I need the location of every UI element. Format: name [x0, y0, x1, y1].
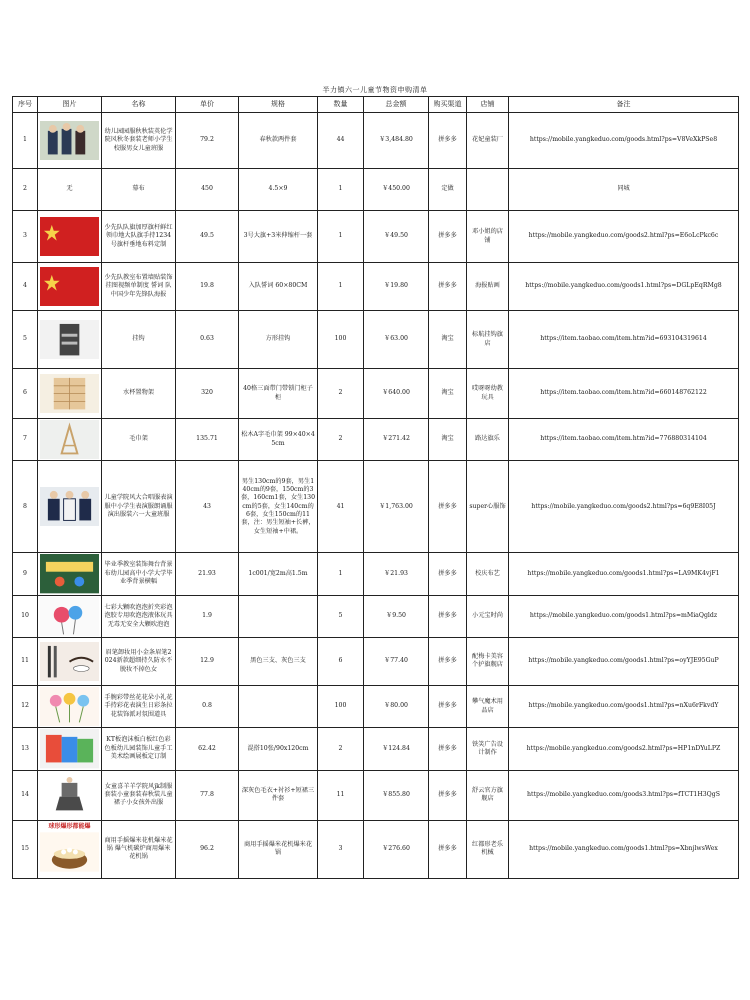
unit-price: 62.42: [176, 728, 239, 770]
product-image: [38, 770, 102, 820]
shop-name: 舒云官方旗舰店: [467, 770, 509, 820]
quantity: 2: [318, 728, 364, 770]
spec: 春秋款两件套: [239, 113, 318, 169]
unit-price: 79.2: [176, 113, 239, 169]
unit-price: 43: [176, 461, 239, 553]
product-thumbnail: [40, 374, 99, 413]
product-name: 挂钩: [102, 311, 176, 369]
row-number: 7: [13, 419, 38, 461]
row-number: 1: [13, 113, 38, 169]
product-thumbnail: [40, 597, 99, 636]
purchase-channel: 淘宝: [429, 419, 467, 461]
row-number: 15: [13, 820, 38, 878]
shop-name: 铁笑广告设计制作: [467, 728, 509, 770]
table-row: [13, 461, 739, 553]
product-thumbnail: [40, 642, 99, 681]
product-image: [38, 263, 102, 311]
shop-name: 花妃童装厂: [467, 113, 509, 169]
unit-price: 450: [176, 169, 239, 211]
purchase-channel: 拼多多: [429, 263, 467, 311]
quantity: 44: [318, 113, 364, 169]
quantity: 1: [318, 263, 364, 311]
product-image: [38, 637, 102, 685]
product-name: KT板泡沫板白板红色彩色板幼儿园装饰儿童手工美术绘画展板定订制: [102, 728, 176, 770]
purchase-channel: 淘宝: [429, 369, 467, 419]
table-row: [13, 369, 739, 419]
spec: [239, 685, 318, 727]
shop-name: 邓小姐的店铺: [467, 211, 509, 263]
product-thumbnail: [40, 267, 99, 306]
table-row: [13, 637, 739, 685]
product-name: 幼儿园园服秋秋装英伦学院风秋冬套装老师小学生校服男女儿童班服: [102, 113, 176, 169]
product-name: 水杯置物架: [102, 369, 176, 419]
note-cell[interactable]: https://item.taobao.com/item.htm?id=693104319614: [509, 311, 739, 369]
purchase-channel: 拼多多: [429, 637, 467, 685]
note-cell[interactable]: https://mobile.yangkeduo.com/goods1.html?ps=XbnjlwsWex: [509, 820, 739, 878]
quantity: 2: [318, 369, 364, 419]
product-image: [38, 685, 102, 727]
shop-name: super心服饰: [467, 461, 509, 553]
product-name: 女童喜羊羊学院风jk制服套装小童套装春秋装儿童裙子小女孩外出服: [102, 770, 176, 820]
row-number: 2: [13, 169, 38, 211]
total-amount: ￥21.93: [364, 553, 429, 595]
product-thumbnail: [40, 830, 99, 874]
table-row: [13, 211, 739, 263]
purchase-channel: 拼多多: [429, 113, 467, 169]
total-amount: ￥276.60: [364, 820, 429, 878]
spec: 3号大旗+3米伸缩杆一套: [239, 211, 318, 263]
spec: 男生130cm的9套，男生140cm的9套，150cm的3套，160cm1套，女生130cm的5套，女生140cm的6套，女生150cm的11套，注：男生短袖+长裤，女生短袖+中裙。: [239, 461, 318, 553]
purchase-channel: 拼多多: [429, 595, 467, 637]
row-number: 13: [13, 728, 38, 770]
product-image: [38, 461, 102, 553]
header-shop: 店铺: [467, 97, 509, 113]
shop-name: 红都形老乐机械: [467, 820, 509, 878]
note-cell[interactable]: https://item.taobao.com/item.htm?id=776880314104: [509, 419, 739, 461]
unit-price: 19.8: [176, 263, 239, 311]
note-cell[interactable]: https://mobile.yangkeduo.com/goods1.html?ps=oyYJE95GuP: [509, 637, 739, 685]
product-image: [38, 211, 102, 263]
note-cell[interactable]: https://mobile.yangkeduo.com/goods2.html?ps=6q9E8I05J: [509, 461, 739, 553]
note-cell[interactable]: https://mobile.yangkeduo.com/goods.html?ps=V8VeXkPSe8: [509, 113, 739, 169]
product-image: [38, 553, 102, 595]
product-image-caption: 球形爆形都能爆: [48, 822, 91, 830]
total-amount: ￥124.84: [364, 728, 429, 770]
spec: 1c001/宽2m高1.5m: [239, 553, 318, 595]
product-thumbnail: [40, 121, 99, 160]
note-cell[interactable]: https://item.taobao.com/item.htm?id=660148762122: [509, 369, 739, 419]
note-cell[interactable]: https://mobile.yangkeduo.com/goods3.html?ps=fTCT1H3QgS: [509, 770, 739, 820]
quantity: 5: [318, 595, 364, 637]
unit-price: 49.5: [176, 211, 239, 263]
purchase-channel: 拼多多: [429, 820, 467, 878]
product-name: 儿童学院风大合唱服表演服中小学生表演服朗诵服演出服装六一大童班服: [102, 461, 176, 553]
header-qty: 数量: [318, 97, 364, 113]
spec: 方形挂钩: [239, 311, 318, 369]
quantity: 100: [318, 685, 364, 727]
product-thumbnail: [40, 554, 99, 593]
unit-price: 0.8: [176, 685, 239, 727]
unit-price: 0.63: [176, 311, 239, 369]
table-row: [13, 419, 739, 461]
row-number: 9: [13, 553, 38, 595]
table-header-row: [13, 97, 739, 113]
quantity: 1: [318, 211, 364, 263]
row-number: 10: [13, 595, 38, 637]
table-row: [13, 113, 739, 169]
total-amount: ￥77.40: [364, 637, 429, 685]
spec: 商用手摇爆米花机爆米花锅: [239, 820, 318, 878]
table-row: [13, 553, 739, 595]
purchase-channel: 拼多多: [429, 770, 467, 820]
table-row: [13, 685, 739, 727]
spec: 4.5×9: [239, 169, 318, 211]
product-image: [38, 419, 102, 461]
row-number: 6: [13, 369, 38, 419]
unit-price: 135.71: [176, 419, 239, 461]
header-spec: 规格: [239, 97, 318, 113]
total-amount: ￥271.42: [364, 419, 429, 461]
unit-price: 1.9: [176, 595, 239, 637]
purchase-channel: 拼多多: [429, 728, 467, 770]
table-row: [13, 770, 739, 820]
shop-name: [467, 169, 509, 211]
note-cell[interactable]: https://mobile.yangkeduo.com/goods2.html?ps=E6oLcPkc6c: [509, 211, 739, 263]
total-amount: ￥1,763.00: [364, 461, 429, 553]
table-row: [13, 311, 739, 369]
unit-price: 320: [176, 369, 239, 419]
total-amount: ￥855.80: [364, 770, 429, 820]
header-total: 总金额: [364, 97, 429, 113]
product-name: 手腕彩带丝花花朵小礼花手持彩花表演生日彩条拉花装饰派对氛围道具: [102, 685, 176, 727]
product-name: 幕布: [102, 169, 176, 211]
product-image: [38, 113, 102, 169]
table-row: [13, 728, 739, 770]
total-amount: ￥640.00: [364, 369, 429, 419]
row-number: 12: [13, 685, 38, 727]
quantity: 1: [318, 169, 364, 211]
purchase-channel: 淘宝: [429, 311, 467, 369]
note-cell[interactable]: https://mobile.yangkeduo.com/goods2.html?ps=HP1nDYuLPZ: [509, 728, 739, 770]
purchase-channel: 拼多多: [429, 685, 467, 727]
product-thumbnail: [40, 729, 99, 768]
product-name: 商用手摇爆米花机爆米花锅 爆气机碳炉商用爆米花机锅: [102, 820, 176, 878]
quantity: 6: [318, 637, 364, 685]
shop-name: 哎呀呀幼教玩具: [467, 369, 509, 419]
header-note: 备注: [509, 97, 739, 113]
purchase-channel: 定做: [429, 169, 467, 211]
shop-name: 攀气魔术用品店: [467, 685, 509, 727]
row-number: 14: [13, 770, 38, 820]
purchase-channel: 拼多多: [429, 553, 467, 595]
product-image: [38, 369, 102, 419]
shop-name: 路达旗乐: [467, 419, 509, 461]
product-name: 毕业季教室装饰舞台背景布幼儿园高中小学大学毕业季背景横幅: [102, 553, 176, 595]
total-amount: ￥9.50: [364, 595, 429, 637]
row-number: 3: [13, 211, 38, 263]
total-amount: ￥80.00: [364, 685, 429, 727]
spec: 40格三面带门带锁门柜子柜: [239, 369, 318, 419]
total-amount: ￥63.00: [364, 311, 429, 369]
spec: 松木A字毛巾架 99×40×45cm: [239, 419, 318, 461]
document-title: 半力镇六一儿童节物资申购清单: [322, 86, 428, 94]
product-thumbnail: [40, 775, 99, 814]
quantity: 3: [318, 820, 364, 878]
product-name: 七彩大颗吹泡泡折夹彩泡泡胶专用吹泡泡液体玩具无毒无安全大颗吹泡泡: [102, 595, 176, 637]
spec: 深灰色毛衣+衬衫+短裙三件套: [239, 770, 318, 820]
product-image: [38, 311, 102, 369]
quantity: 1: [318, 553, 364, 595]
note-cell[interactable]: https://mobile.yangkeduo.com/goods1.html?ps=LA9MK4vjF1: [509, 553, 739, 595]
product-name: 少先队队旗加厚旗杆鲜红领巾地大队旗手持1234号旗杆垂地布料定制: [102, 211, 176, 263]
row-number: 8: [13, 461, 38, 553]
quantity: 100: [318, 311, 364, 369]
product-name: 少先队教室布置墙贴装饰挂图视频单制度 誓词 队中国少年先锋队海报: [102, 263, 176, 311]
total-amount: ￥450.00: [364, 169, 429, 211]
header-name: 名称: [102, 97, 176, 113]
shop-name: 校庆布艺: [467, 553, 509, 595]
quantity: 41: [318, 461, 364, 553]
spec: 黑色三支、灰色三支: [239, 637, 318, 685]
product-image: [38, 728, 102, 770]
row-number: 4: [13, 263, 38, 311]
spec: [239, 595, 318, 637]
total-amount: ￥3,484.80: [364, 113, 429, 169]
shop-name: 海报贴画: [467, 263, 509, 311]
note-cell[interactable]: https://mobile.yangkeduo.com/goods1.html?ps=DGLpEqRMg8: [509, 263, 739, 311]
unit-price: 21.93: [176, 553, 239, 595]
row-number: 5: [13, 311, 38, 369]
unit-price: 77.8: [176, 770, 239, 820]
product-thumbnail: [40, 687, 99, 726]
spec: 入队誓词 60×80CM: [239, 263, 318, 311]
note-cell[interactable]: 同城: [509, 169, 739, 211]
quantity: 11: [318, 770, 364, 820]
product-thumbnail: [40, 217, 99, 256]
product-image: [38, 595, 102, 637]
purchase-channel: 拼多多: [429, 211, 467, 263]
product-thumbnail: [40, 420, 99, 459]
header-channel: 购买渠道: [429, 97, 467, 113]
product-name: 眉笔卸妆用小金条眉笔2024新款超细持久防水不脱妆不掉色女: [102, 637, 176, 685]
spec: 混搭10张/90x120cm: [239, 728, 318, 770]
purchase-channel: 拼多多: [429, 461, 467, 553]
note-cell[interactable]: https://mobile.yangkeduo.com/goods1.html?ps=nXu6rFkvdY: [509, 685, 739, 727]
shop-name: 小元宝时尚: [467, 595, 509, 637]
header-price: 单价: [176, 97, 239, 113]
purchase-table: [12, 96, 739, 879]
table-row: [13, 595, 739, 637]
quantity: 2: [318, 419, 364, 461]
unit-price: 96.2: [176, 820, 239, 878]
product-name: 毛巾架: [102, 419, 176, 461]
product-thumbnail: [40, 487, 99, 526]
total-amount: ￥19.80: [364, 263, 429, 311]
product-thumbnail: [40, 320, 99, 359]
row-number: 11: [13, 637, 38, 685]
shop-name: 配梅卡美容个护旗舰店: [467, 637, 509, 685]
table-row: [13, 169, 739, 211]
shop-name: 标航挂钩旗店: [467, 311, 509, 369]
note-cell[interactable]: https://mobile.yangkeduo.com/goods1.html?ps=mMiaQgldz: [509, 595, 739, 637]
table-row: [13, 263, 739, 311]
product-image: 无: [38, 169, 102, 211]
header-no: 序号: [13, 97, 38, 113]
table-row: [13, 820, 739, 878]
unit-price: 12.9: [176, 637, 239, 685]
header-image: 图片: [38, 97, 102, 113]
product-image: [38, 820, 102, 878]
total-amount: ￥49.50: [364, 211, 429, 263]
